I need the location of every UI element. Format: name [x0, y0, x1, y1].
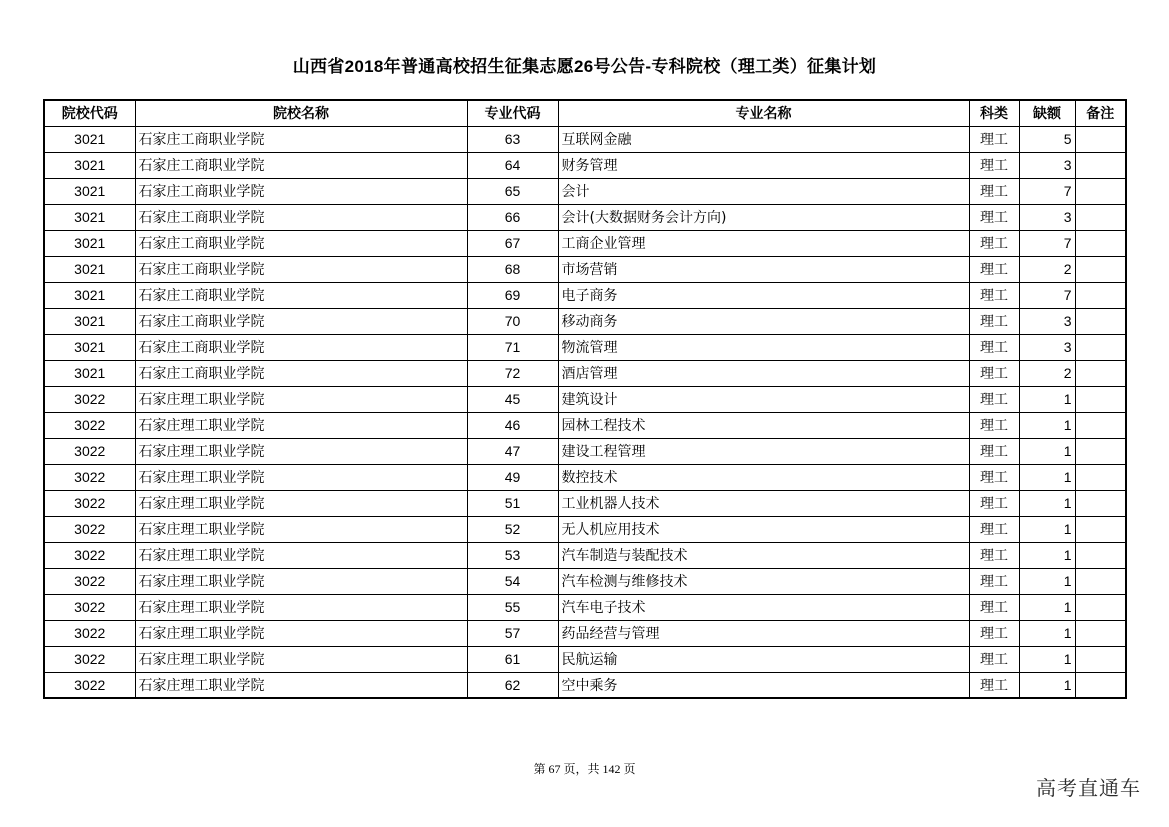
cell-school-name: 石家庄理工职业学院: [135, 412, 467, 438]
cell-school-name: 石家庄工商职业学院: [135, 256, 467, 282]
cell-school-code: 3022: [44, 568, 135, 594]
cell-major-name: 汽车电子技术: [558, 594, 969, 620]
table-row: [44, 646, 1126, 672]
cell-school-code: 3021: [44, 360, 135, 386]
cell-vacancy: 3: [1019, 204, 1075, 230]
cell-school-name: 石家庄工商职业学院: [135, 334, 467, 360]
header-major-name: 专业名称: [558, 100, 969, 126]
cell-major-code: 72: [467, 360, 558, 386]
cell-school-code: 3022: [44, 620, 135, 646]
cell-category: 理工: [969, 646, 1019, 672]
header-remarks: 备注: [1075, 100, 1126, 126]
cell-remarks: [1075, 412, 1126, 438]
cell-remarks: [1075, 594, 1126, 620]
cell-remarks: [1075, 620, 1126, 646]
cell-vacancy: 2: [1019, 256, 1075, 282]
cell-vacancy: 1: [1019, 594, 1075, 620]
cell-category: 理工: [969, 594, 1019, 620]
cell-major-code: 46: [467, 412, 558, 438]
page-title: 山西省2018年普通高校招生征集志愿26号公告-专科院校（理工类）征集计划: [292, 57, 877, 76]
cell-category: 理工: [969, 360, 1019, 386]
cell-school-name: 石家庄理工职业学院: [135, 620, 467, 646]
cell-vacancy: 1: [1019, 490, 1075, 516]
cell-major-code: 45: [467, 386, 558, 412]
cell-school-name: 石家庄理工职业学院: [135, 386, 467, 412]
header-vacancy: 缺额: [1019, 100, 1075, 126]
cell-major-code: 49: [467, 464, 558, 490]
cell-school-name: 石家庄工商职业学院: [135, 204, 467, 230]
table-row: [44, 334, 1126, 360]
enrollment-plan-table: [43, 99, 1127, 699]
table-row: [44, 204, 1126, 230]
cell-category: 理工: [969, 308, 1019, 334]
table-row: [44, 386, 1126, 412]
cell-major-name: 电子商务: [558, 282, 969, 308]
table-row: [44, 282, 1126, 308]
cell-school-name: 石家庄理工职业学院: [135, 464, 467, 490]
cell-school-code: 3022: [44, 464, 135, 490]
cell-remarks: [1075, 126, 1126, 152]
cell-major-code: 53: [467, 542, 558, 568]
cell-school-name: 石家庄工商职业学院: [135, 230, 467, 256]
cell-major-name: 建筑设计: [558, 386, 969, 412]
cell-school-name: 石家庄理工职业学院: [135, 516, 467, 542]
cell-major-name: 建设工程管理: [558, 438, 969, 464]
cell-remarks: [1075, 516, 1126, 542]
cell-major-code: 70: [467, 308, 558, 334]
table-body: [44, 126, 1126, 698]
cell-school-code: 3022: [44, 438, 135, 464]
cell-category: 理工: [969, 204, 1019, 230]
cell-school-code: 3021: [44, 230, 135, 256]
cell-category: 理工: [969, 464, 1019, 490]
cell-remarks: [1075, 256, 1126, 282]
cell-vacancy: 1: [1019, 672, 1075, 698]
cell-major-name: 市场营销: [558, 256, 969, 282]
cell-major-code: 62: [467, 672, 558, 698]
cell-school-code: 3022: [44, 542, 135, 568]
table-row: [44, 126, 1126, 152]
cell-major-name: 园林工程技术: [558, 412, 969, 438]
cell-major-name: 互联网金融: [558, 126, 969, 152]
cell-major-name: 数控技术: [558, 464, 969, 490]
page-footer: 第 67 页，共 142 页: [533, 762, 636, 776]
cell-remarks: [1075, 542, 1126, 568]
cell-category: 理工: [969, 334, 1019, 360]
cell-school-name: 石家庄理工职业学院: [135, 594, 467, 620]
table-row: [44, 412, 1126, 438]
cell-school-name: 石家庄工商职业学院: [135, 126, 467, 152]
cell-remarks: [1075, 672, 1126, 698]
cell-school-name: 石家庄理工职业学院: [135, 672, 467, 698]
cell-major-code: 63: [467, 126, 558, 152]
table-row: [44, 620, 1126, 646]
cell-category: 理工: [969, 542, 1019, 568]
table-row: [44, 464, 1126, 490]
header-school-code: 院校代码: [44, 100, 135, 126]
cell-school-code: 3022: [44, 672, 135, 698]
cell-remarks: [1075, 178, 1126, 204]
cell-major-name: 会计: [558, 178, 969, 204]
table-header-row: [44, 100, 1126, 126]
cell-category: 理工: [969, 568, 1019, 594]
cell-major-name: 物流管理: [558, 334, 969, 360]
cell-vacancy: 7: [1019, 178, 1075, 204]
cell-school-name: 石家庄工商职业学院: [135, 152, 467, 178]
cell-vacancy: 5: [1019, 126, 1075, 152]
cell-remarks: [1075, 386, 1126, 412]
cell-vacancy: 1: [1019, 542, 1075, 568]
cell-major-code: 52: [467, 516, 558, 542]
cell-school-code: 3022: [44, 516, 135, 542]
cell-major-name: 汽车制造与装配技术: [558, 542, 969, 568]
cell-vacancy: 1: [1019, 412, 1075, 438]
cell-school-code: 3021: [44, 126, 135, 152]
header-category: 科类: [969, 100, 1019, 126]
cell-category: 理工: [969, 438, 1019, 464]
cell-school-code: 3021: [44, 308, 135, 334]
table-row: [44, 516, 1126, 542]
cell-category: 理工: [969, 412, 1019, 438]
cell-major-code: 51: [467, 490, 558, 516]
cell-category: 理工: [969, 672, 1019, 698]
cell-remarks: [1075, 490, 1126, 516]
cell-school-name: 石家庄理工职业学院: [135, 438, 467, 464]
cell-school-name: 石家庄工商职业学院: [135, 282, 467, 308]
cell-category: 理工: [969, 516, 1019, 542]
cell-vacancy: 3: [1019, 334, 1075, 360]
cell-major-code: 57: [467, 620, 558, 646]
table-row: [44, 490, 1126, 516]
cell-major-code: 69: [467, 282, 558, 308]
cell-major-name: 工业机器人技术: [558, 490, 969, 516]
cell-vacancy: 1: [1019, 386, 1075, 412]
cell-remarks: [1075, 568, 1126, 594]
cell-school-code: 3021: [44, 334, 135, 360]
table-row: [44, 594, 1126, 620]
cell-school-code: 3021: [44, 256, 135, 282]
cell-category: 理工: [969, 256, 1019, 282]
cell-vacancy: 3: [1019, 152, 1075, 178]
cell-remarks: [1075, 360, 1126, 386]
cell-vacancy: 1: [1019, 464, 1075, 490]
table-row: [44, 308, 1126, 334]
cell-vacancy: 1: [1019, 620, 1075, 646]
cell-major-code: 67: [467, 230, 558, 256]
cell-remarks: [1075, 204, 1126, 230]
cell-major-name: 财务管理: [558, 152, 969, 178]
cell-category: 理工: [969, 230, 1019, 256]
table-row: [44, 542, 1126, 568]
cell-category: 理工: [969, 126, 1019, 152]
table-row: [44, 568, 1126, 594]
cell-major-name: 工商企业管理: [558, 230, 969, 256]
cell-major-name: 空中乘务: [558, 672, 969, 698]
table-row: [44, 360, 1126, 386]
watermark-text: 高考直通车: [1036, 776, 1141, 800]
table-row: [44, 672, 1126, 698]
cell-vacancy: 1: [1019, 516, 1075, 542]
cell-major-code: 47: [467, 438, 558, 464]
cell-major-code: 55: [467, 594, 558, 620]
cell-remarks: [1075, 334, 1126, 360]
cell-vacancy: 1: [1019, 646, 1075, 672]
cell-category: 理工: [969, 152, 1019, 178]
cell-school-name: 石家庄理工职业学院: [135, 490, 467, 516]
cell-major-code: 66: [467, 204, 558, 230]
cell-vacancy: 2: [1019, 360, 1075, 386]
cell-remarks: [1075, 646, 1126, 672]
table-row: [44, 256, 1126, 282]
table-row: [44, 152, 1126, 178]
cell-major-code: 71: [467, 334, 558, 360]
cell-category: 理工: [969, 386, 1019, 412]
cell-major-name: 民航运输: [558, 646, 969, 672]
cell-school-name: 石家庄工商职业学院: [135, 360, 467, 386]
cell-major-code: 68: [467, 256, 558, 282]
cell-school-code: 3021: [44, 204, 135, 230]
cell-major-name: 药品经营与管理: [558, 620, 969, 646]
table-row: [44, 438, 1126, 464]
cell-major-name: 酒店管理: [558, 360, 969, 386]
table-row: [44, 178, 1126, 204]
cell-remarks: [1075, 308, 1126, 334]
cell-vacancy: 7: [1019, 230, 1075, 256]
cell-remarks: [1075, 230, 1126, 256]
cell-remarks: [1075, 282, 1126, 308]
header-school-name: 院校名称: [135, 100, 467, 126]
cell-school-name: 石家庄理工职业学院: [135, 568, 467, 594]
cell-school-code: 3021: [44, 152, 135, 178]
cell-major-name: 会计(大数据财务会计方向): [558, 204, 969, 230]
cell-remarks: [1075, 464, 1126, 490]
cell-school-code: 3021: [44, 178, 135, 204]
cell-major-name: 无人机应用技术: [558, 516, 969, 542]
cell-category: 理工: [969, 178, 1019, 204]
cell-category: 理工: [969, 282, 1019, 308]
cell-school-code: 3022: [44, 490, 135, 516]
table-row: [44, 230, 1126, 256]
cell-school-code: 3022: [44, 594, 135, 620]
cell-major-name: 移动商务: [558, 308, 969, 334]
cell-remarks: [1075, 438, 1126, 464]
cell-vacancy: 3: [1019, 308, 1075, 334]
cell-school-name: 石家庄工商职业学院: [135, 178, 467, 204]
cell-remarks: [1075, 152, 1126, 178]
cell-vacancy: 1: [1019, 438, 1075, 464]
header-major-code: 专业代码: [467, 100, 558, 126]
cell-school-code: 3022: [44, 646, 135, 672]
cell-school-code: 3022: [44, 412, 135, 438]
cell-school-code: 3022: [44, 386, 135, 412]
cell-major-code: 54: [467, 568, 558, 594]
cell-major-code: 61: [467, 646, 558, 672]
cell-school-code: 3021: [44, 282, 135, 308]
cell-category: 理工: [969, 490, 1019, 516]
cell-school-name: 石家庄理工职业学院: [135, 646, 467, 672]
cell-vacancy: 7: [1019, 282, 1075, 308]
cell-vacancy: 1: [1019, 568, 1075, 594]
cell-school-name: 石家庄理工职业学院: [135, 542, 467, 568]
cell-school-name: 石家庄工商职业学院: [135, 308, 467, 334]
cell-major-code: 65: [467, 178, 558, 204]
cell-major-name: 汽车检测与维修技术: [558, 568, 969, 594]
cell-major-code: 64: [467, 152, 558, 178]
cell-category: 理工: [969, 620, 1019, 646]
